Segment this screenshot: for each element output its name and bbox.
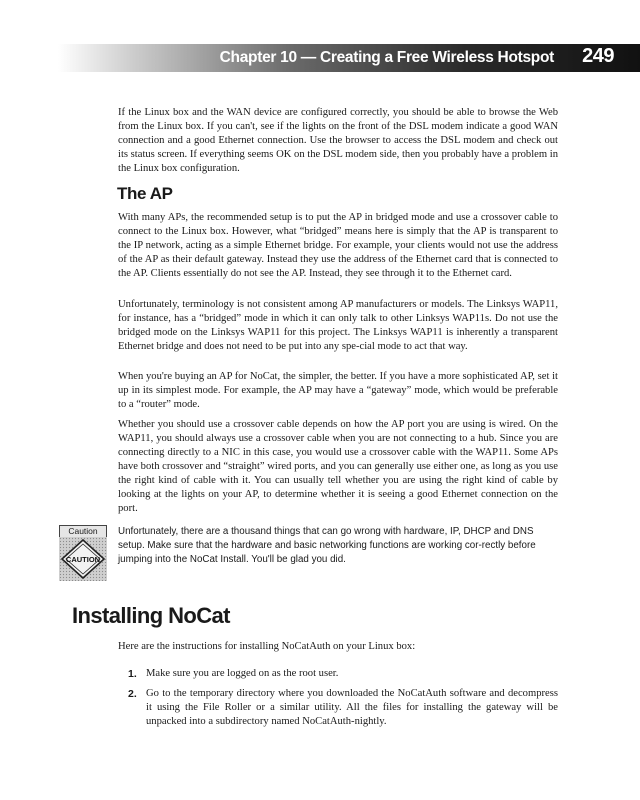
caution-text: Unfortunately, there are a thousand things that can go wrong with hardware, IP, DHCP and DNS setup. Make sure that the hardware and basic networking functions are working cor-rectly before jumping into the NoCat Install. You'll be glad you did. [118, 526, 536, 565]
step-text: Make sure you are logged on as the root user. [146, 668, 339, 679]
step-text: Go to the temporary directory where you downloaded the NoCatAuth software and decompress it using the File Roller or a similar utility. All the files for installing the gateway will be unpacked into a subdirectory named NoCatAuth-nightly. [146, 688, 558, 727]
page-number: 249 [582, 45, 614, 67]
ap-paragraph-2: Unfortunately, terminology is not consistent among AP manufacturers or models. The Linksys WAP11, for instance, has a “bridged” mode in which it can only talk to other Linksys WAP11s. Do not use the bridged mode on the Linksys WAP11 for this project. The Linksys WAP11 is inherently a transparent Ethernet bridge and does not need to be put into any spe-cial mode to act that way. [118, 299, 558, 352]
chapter-header-bar [58, 44, 640, 72]
caution-label: Caution [59, 525, 107, 538]
install-steps-list [128, 667, 558, 729]
step-number: 1. [128, 668, 137, 680]
ap-paragraph-3: When you're buying an AP for NoCat, the simpler, the better. If you have a more sophisticated AP, set it up in its simplest mode. For example, the AP may have a “gateway” mode, which would be preferable to a “router” mode. [118, 371, 558, 410]
install-intro: Here are the instructions for installing NoCatAuth on your Linux box: [118, 641, 416, 652]
caution-sign-icon [59, 537, 107, 581]
section-heading-installing-nocat: Installing NoCat [72, 603, 230, 628]
ap-paragraph-1: With many APs, the recommended setup is to put the AP in bridged mode and use a crossover cable to connect to the Linux box. However, what “bridged” means here is simply that the AP is transparent to the IP network, acting as a simple Ethernet bridge. For example, your clients would not use the address of the AP as their default gateway. Instead they use the address of the Ethernet card that is connected to the AP. Clients essentially do not see the AP. Instead, they see through it to the Ethernet card. [118, 212, 558, 279]
intro-paragraph: If the Linux box and the WAN device are configured correctly, you should be able to browse the Web from the Linux box. If you can't, see if the lights on the front of the DSL modem indicate a good WAN connection and a good Ethernet connection. Use the browser to access the DSL modem and check out its status screen. If everything seems OK on the DSL modem side, then you probably have a problem in the Linux box configuration. [118, 107, 558, 174]
caution-callout [59, 525, 107, 579]
section-heading-the-ap: The AP [117, 184, 173, 203]
step-number: 2. [128, 688, 137, 700]
list-item [128, 667, 558, 681]
caution-icon-text: CAUTION [65, 555, 101, 564]
list-item [128, 687, 558, 729]
chapter-title: Chapter 10 — Creating a Free Wireless Hotspot [219, 49, 554, 66]
ap-paragraph-4: Whether you should use a crossover cable depends on how the AP port you are using is wired. On the WAP11, you should always use a crossover cable when you are not connecting to a hub. Since you are connecting directly to a NIC in this case, you would use a crossover cable with the WAP11. Some APs have both crossover and “straight” wired ports, and you can generally use either one, as long as you use the right kind of cable with it. You can usually tell whether you are using the right kind of cable by looking at the lights on your AP, to determine whether it is seeing a good Ethernet connection on the port. [118, 419, 558, 514]
